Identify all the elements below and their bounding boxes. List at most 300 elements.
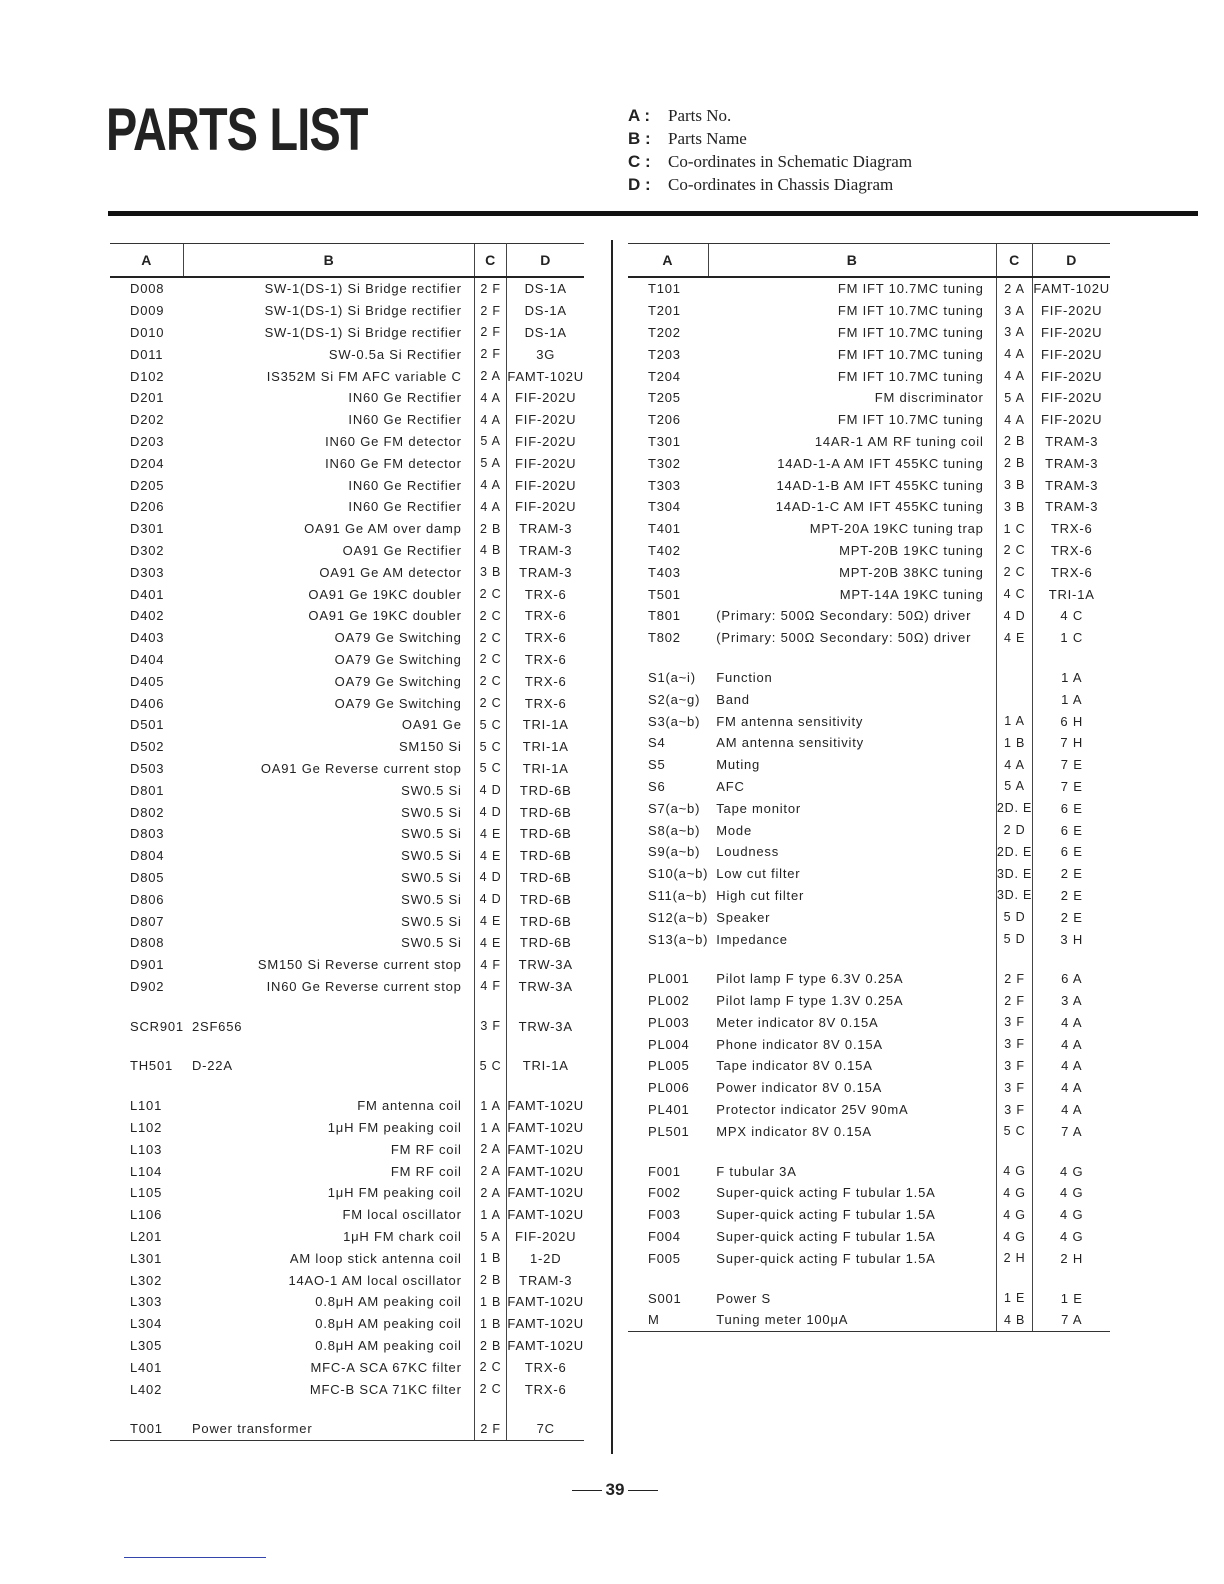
table-row [110,1356,584,1378]
schematic-coord: 3 F [996,1033,1033,1055]
part-name: 1μH FM chark coil [343,1229,462,1245]
table-row [628,1012,1110,1034]
part-name: FM antenna coil [357,1098,462,1114]
part-no: S001 [648,1290,682,1306]
table-row [110,714,584,736]
part-name: 0.8μH AM peaking coil [315,1338,462,1354]
schematic-coord: 1 E [996,1287,1033,1309]
page-title: PARTS LIST [106,96,368,163]
part-name: Super-quick acting F tubular 1.5A [716,1207,936,1223]
schematic-coord [996,950,1033,968]
chassis-coord: FIF-202U [515,1229,577,1245]
part-name: Speaker [716,909,771,925]
table-row [110,561,584,583]
schematic-coord: 1 A [474,1204,507,1226]
table-row [628,343,1110,365]
part-no: D803 [130,826,165,842]
part-name: IN60 Ge Reverse current stop [266,978,462,994]
schematic-coord: 4 A [474,387,507,409]
part-name: SW-1(DS-1) Si Bridge rectifier [264,324,462,340]
part-no: T202 [648,324,681,340]
chassis-coord: 4 A [1061,1102,1083,1118]
table-row [110,801,584,823]
part-name: SW0.5 Si [401,782,462,798]
table-row [628,583,1110,605]
schematic-coord: 5 C [474,758,507,780]
part-name: OA91 Ge 19KC doubler [308,608,462,624]
part-name: SM150 Si [398,739,462,755]
schematic-coord: 5 C [474,1055,507,1077]
chassis-coord: 4 A [1061,1014,1083,1030]
part-name: Band [716,691,750,707]
chassis-coord: TRD-6B [519,891,572,907]
chassis-coord: TRX-6 [524,630,567,646]
schematic-coord: 1 B [474,1247,507,1269]
schematic-coord: 5 A [474,1226,507,1248]
part-no: D808 [130,935,165,951]
part-name: High cut filter [716,887,805,903]
chassis-coord: TRX-6 [1050,564,1093,580]
chassis-coord: FIF-202U [515,433,577,449]
chassis-coord: 4 A [1061,1036,1083,1052]
chassis-coord: 4 G [1060,1185,1084,1201]
part-name: Power indicator 8V 0.15A [716,1080,883,1096]
part-no: S4 [648,735,666,751]
schematic-coord [996,649,1033,667]
schematic-coord: 4 F [474,954,507,976]
part-no: S8(a~b) [648,822,701,838]
part-name: MPX indicator 8V 0.15A [716,1123,872,1139]
part-no: D202 [130,412,165,428]
chassis-coord: FAMT-102U [507,1316,584,1332]
part-no [628,1142,708,1160]
part-name: FM local oscillator [342,1207,462,1223]
table-row [628,605,1110,627]
part-no: PL004 [648,1036,690,1052]
schematic-coord: 2 F [996,968,1033,990]
schematic-coord: 3 F [996,1077,1033,1099]
schematic-coord: 1 C [996,518,1033,540]
schematic-coord: 2 C [474,649,507,671]
header-c: C [996,244,1033,278]
part-no: L104 [130,1163,163,1179]
header-c: C [474,244,507,278]
part-no: PL006 [648,1080,690,1096]
schematic-coord: 2 F [474,277,507,300]
chassis-coord: FAMT-102U [507,1338,584,1354]
table-row [110,649,584,671]
part-name: (Primary: 500Ω Secondary: 50Ω) driver [716,630,972,646]
part-no: T801 [648,608,681,624]
chassis-coord: TRW-3A [518,978,573,994]
schematic-coord [996,1142,1033,1160]
chassis-coord: TRW-3A [518,1018,573,1034]
part-name: Tape indicator 8V 0.15A [716,1058,873,1074]
chassis-coord: 6 E [1060,822,1083,838]
chassis-coord [1033,1269,1110,1287]
chassis-coord: TRX-6 [1050,521,1093,537]
part-name: Loudness [716,844,780,860]
chassis-coord: FAMT-102U [507,1098,584,1114]
chassis-coord: TRD-6B [519,782,572,798]
header-b: B [184,244,474,278]
part-no: S13(a~b) [648,931,709,947]
chassis-coord: TRX-6 [524,673,567,689]
chassis-coord: DS-1A [524,303,567,319]
schematic-coord [996,667,1033,689]
table-row [110,365,584,387]
table-row [628,1226,1110,1248]
part-name: Protector indicator 25V 90mA [716,1102,909,1118]
table-row [628,627,1110,649]
table-row [628,1247,1110,1269]
schematic-coord: 3 A [996,322,1033,344]
part-no: L102 [130,1120,163,1136]
schematic-coord: 4 G [996,1182,1033,1204]
schematic-coord: 4 A [996,343,1033,365]
chassis-coord: 2 E [1060,909,1083,925]
part-no [110,997,184,1015]
page-number: 39 [560,1480,670,1500]
schematic-coord: 2 B [996,431,1033,453]
chassis-coord: TRD-6B [519,935,572,951]
table-spacer-row [628,1269,1110,1287]
schematic-coord [474,997,507,1015]
table-row [110,670,584,692]
part-no: D807 [130,913,165,929]
schematic-coord: 2 A [474,1160,507,1182]
part-no: T401 [648,521,681,537]
chassis-coord: TRAM-3 [1045,499,1099,515]
chassis-coord: 4 C [1060,608,1084,624]
part-no: T301 [648,433,681,449]
table-row [110,1313,584,1335]
table-row [628,1120,1110,1142]
chassis-coord: TRI-1A [522,760,569,776]
chassis-coord: 3G [536,346,556,362]
table-spacer-row [628,1142,1110,1160]
table-row [628,518,1110,540]
table-row [628,452,1110,474]
table-row [628,885,1110,907]
table-row [110,496,584,518]
table-row [110,277,584,300]
part-no: L401 [130,1359,163,1375]
part-name: FM IFT 10.7MC tuning [837,281,984,297]
schematic-coord: 2 A [474,1138,507,1160]
table-row [110,387,584,409]
schematic-coord: 5 C [474,736,507,758]
part-no: S3(a~b) [648,713,701,729]
chassis-coord: FIF-202U [1041,368,1103,384]
table-row [628,496,1110,518]
schematic-coord: 2 C [996,561,1033,583]
legend-item [628,150,912,173]
chassis-coord: 6 H [1060,713,1084,729]
table-spacer-row [110,1037,584,1055]
chassis-coord: 6 E [1060,800,1083,816]
chassis-coord: FAMT-102U [507,1207,584,1223]
schematic-coord: 5 A [474,452,507,474]
part-name [708,1269,996,1287]
part-name: MPT-20A 19KC tuning trap [809,521,984,537]
chassis-coord: 3 A [1061,993,1083,1009]
chassis-coord: DS-1A [524,281,567,297]
part-no: S10(a~b) [648,866,709,882]
chassis-coord: TRX-6 [1050,542,1093,558]
part-name [708,649,996,667]
table-row [628,688,1110,710]
part-name: Muting [716,757,761,773]
part-name: IN60 Ge FM detector [325,455,462,471]
header-a: A [628,244,708,278]
part-no: D204 [130,455,165,471]
legend-item [628,127,912,150]
part-no: D302 [130,542,165,558]
schematic-coord [474,1037,507,1055]
part-name: SW0.5 Si [401,869,462,885]
chassis-coord: DS-1A [524,324,567,340]
schematic-coord: 2D. E [996,841,1033,863]
part-name: MPT-14A 19KC tuning [839,586,984,602]
part-no: D804 [130,848,165,864]
part-no: D805 [130,869,165,885]
table-row [628,561,1110,583]
legend-key: B : [628,129,651,148]
schematic-coord: 4 D [996,605,1033,627]
chassis-coord: TRD-6B [519,804,572,820]
part-name: 2SF656 [191,1018,243,1034]
part-name [708,950,996,968]
part-name: 1μH FM peaking coil [327,1120,462,1136]
part-name: OA91 Ge [401,717,462,733]
table-row [110,1117,584,1139]
chassis-coord: FIF-202U [1041,303,1103,319]
chassis-coord: 7 A [1061,1123,1083,1139]
schematic-coord: 4 G [996,1160,1033,1182]
table-row [110,1291,584,1313]
chassis-coord: TRAM-3 [519,1272,573,1288]
table-row [628,1099,1110,1121]
schematic-coord: 5 A [474,431,507,453]
chassis-coord: TRD-6B [519,913,572,929]
part-name: OA91 Ge AM over damp [304,521,462,537]
header-rule [108,211,1198,216]
header-a: A [110,244,184,278]
chassis-coord: TRAM-3 [1045,433,1099,449]
part-no: D806 [130,891,165,907]
chassis-coord: FIF-202U [1041,412,1103,428]
part-name: Super-quick acting F tubular 1.5A [716,1185,936,1201]
chassis-coord: 1-2D [530,1250,562,1266]
chassis-coord: FAMT-102U [507,1120,584,1136]
chassis-coord: 4 A [1061,1058,1083,1074]
schematic-coord: 1 B [474,1291,507,1313]
part-no: L201 [130,1229,163,1245]
schematic-coord: 2 F [474,1418,507,1440]
table-spacer-row [110,1077,584,1095]
part-name: OA91 Ge Rectifier [342,542,462,558]
legend [628,104,912,196]
part-no [110,1037,184,1055]
part-no: T203 [648,346,681,362]
table-row [110,779,584,801]
chassis-coord: TRAM-3 [519,542,573,558]
schematic-coord [474,1400,507,1418]
part-no: D404 [130,651,165,667]
chassis-coord: TRX-6 [524,1381,567,1397]
schematic-coord: 2 F [996,990,1033,1012]
part-name: SM150 Si Reverse current stop [257,957,462,973]
part-no: T304 [648,499,681,515]
part-name: OA79 Ge Switching [334,630,462,646]
part-no: D406 [130,695,165,711]
part-name: 14AR-1 AM RF tuning coil [814,433,984,449]
chassis-coord: 4 G [1060,1207,1084,1223]
chassis-coord: 7 E [1060,778,1083,794]
part-name: Super-quick acting F tubular 1.5A [716,1229,936,1245]
chassis-coord: TRX-6 [524,608,567,624]
part-no: L101 [130,1098,163,1114]
chassis-coord: FIF-202U [515,455,577,471]
schematic-coord: 3 B [474,561,507,583]
chassis-coord: 2 H [1060,1250,1084,1266]
part-no: D201 [130,390,165,406]
part-name: 0.8μH AM peaking coil [315,1316,462,1332]
header-d: D [507,244,584,278]
schematic-coord: 5 A [996,776,1033,798]
part-name: MPT-20B 19KC tuning [839,542,984,558]
part-no: D403 [130,630,165,646]
table-row [110,540,584,562]
legend-key: A : [628,106,651,125]
part-name: Phone indicator 8V 0.15A [716,1036,883,1052]
schematic-coord: 4 E [996,627,1033,649]
schematic-coord: 3 B [996,474,1033,496]
chassis-coord: TRAM-3 [1045,455,1099,471]
chassis-coord [507,997,584,1015]
table-row [628,1182,1110,1204]
part-no: F003 [648,1207,681,1223]
chassis-coord: TRI-1A [522,739,569,755]
chassis-coord: FIF-202U [1041,346,1103,362]
part-no: F002 [648,1185,681,1201]
part-name: 0.8μH AM peaking coil [315,1294,462,1310]
schematic-coord: 2 C [474,583,507,605]
chassis-coord [507,1037,584,1055]
chassis-coord: 4 G [1060,1229,1084,1245]
part-name: FM IFT 10.7MC tuning [837,368,984,384]
chassis-coord: 1 E [1060,1290,1083,1306]
table-row [628,667,1110,689]
part-name: SW-0.5a Si Rectifier [328,346,462,362]
part-no: T802 [648,630,681,646]
part-name: OA91 Ge Reverse current stop [260,760,462,776]
schematic-coord: 5 D [996,928,1033,950]
schematic-coord: 5 A [996,387,1033,409]
part-no: T001 [110,1418,184,1440]
part-no: L305 [130,1338,163,1354]
table-row [110,322,584,344]
chassis-coord: TRI-1A [522,717,569,733]
table-row [110,1418,584,1440]
legend-text: Parts Name [668,129,747,148]
chassis-coord [507,1077,584,1095]
part-no: PL501 [648,1123,690,1139]
schematic-coord: 4 G [996,1204,1033,1226]
chassis-coord: TRW-3A [518,957,573,973]
schematic-coord: 2 C [474,1356,507,1378]
part-name [184,1400,474,1418]
parts-table-right [628,243,1110,1332]
part-no: PL005 [648,1058,690,1074]
table-row [628,540,1110,562]
part-no: L302 [130,1272,163,1288]
part-name: 1μH FM peaking coil [327,1185,462,1201]
part-no: TH501 [130,1058,174,1074]
part-name: Meter indicator 8V 0.15A [716,1014,879,1030]
part-name: SW0.5 Si [401,804,462,820]
schematic-coord: 2 A [474,1182,507,1204]
chassis-coord: FAMT-102U [507,368,584,384]
schematic-coord: 5 C [996,1120,1033,1142]
part-no: D206 [130,499,165,515]
table-row [110,845,584,867]
part-name: Tape monitor [716,800,801,816]
table-row [628,1204,1110,1226]
part-name: FM antenna sensitivity [716,713,864,729]
table-row [628,968,1110,990]
part-no: T101 [648,281,681,297]
part-no [110,1077,184,1095]
part-no: D902 [130,978,165,994]
legend-text: Co-ordinates in Chassis Diagram [668,175,894,194]
table-row [628,1055,1110,1077]
table-row [628,431,1110,453]
table-row [110,692,584,714]
legend-key: D : [628,175,651,194]
schematic-coord: 2 B [474,518,507,540]
schematic-coord: 3 F [996,1012,1033,1034]
chassis-coord: 4 G [1060,1163,1084,1179]
table-row [628,776,1110,798]
schematic-coord: 1 B [996,732,1033,754]
part-no: M [628,1309,708,1331]
table-row [110,1015,584,1037]
schematic-coord: 1 A [474,1095,507,1117]
part-name: 14AD-1-C AM IFT 455KC tuning [775,499,984,515]
chassis-coord: 1 A [1061,669,1083,685]
part-no: L103 [130,1141,163,1157]
schematic-coord: 4 E [474,845,507,867]
part-no: T201 [648,303,681,319]
table-row [628,990,1110,1012]
schematic-coord: 3 F [996,1099,1033,1121]
part-name: AM loop stick antenna coil [289,1250,462,1266]
part-no: D203 [130,433,165,449]
part-name: MFC-B SCA 71KC filter [309,1381,462,1397]
part-name: Impedance [716,931,788,947]
table-row [628,365,1110,387]
chassis-coord: FAMT-102U [507,1163,584,1179]
chassis-coord: TRI-1A [1048,586,1095,602]
part-name: IS352M Si FM AFC variable C [266,368,462,384]
part-name: SW0.5 Si [401,848,462,864]
part-no: T302 [648,455,681,471]
part-no: D401 [130,586,165,602]
table-spacer-row [110,997,584,1015]
parts-table-left [110,243,584,1441]
